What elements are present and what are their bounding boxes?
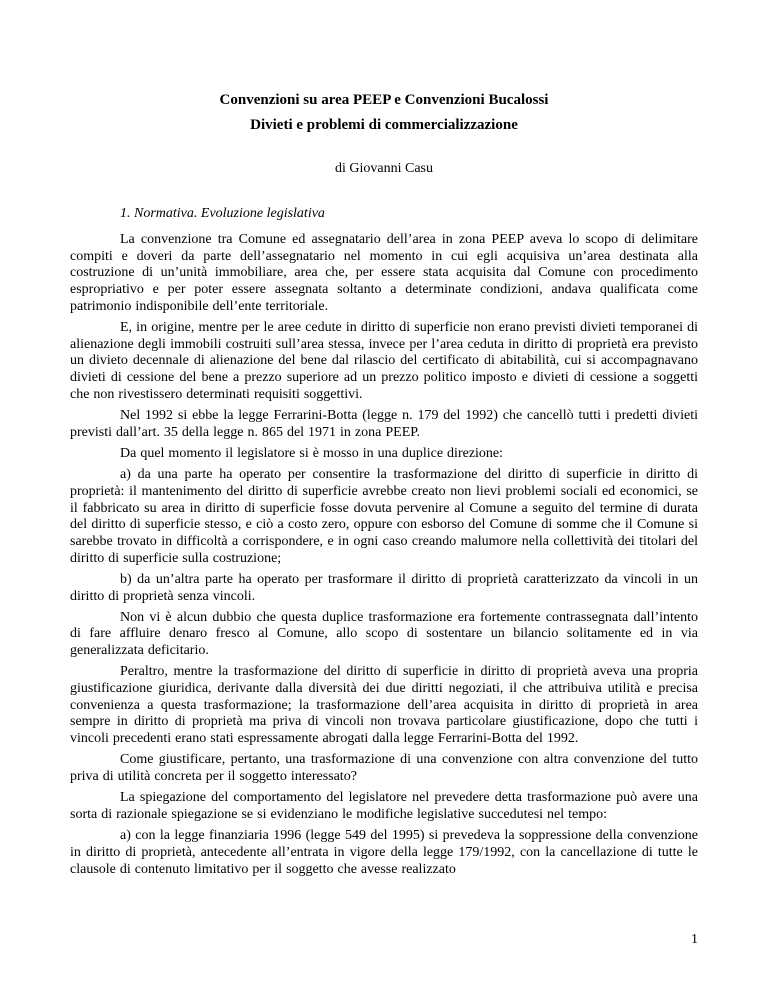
paragraph: La spiegazione del comportamento del legislatore nel prevedere detta trasformazione può avere una sorta di razionale spiegazione se si evidenziano le modifiche legislative succedutesi nel tempo: — [70, 790, 698, 822]
paragraph-container — [70, 232, 698, 878]
author-byline: di Giovanni Casu — [335, 161, 433, 176]
section-heading: 1. Normativa. Evoluzione legislativa — [120, 206, 325, 221]
paragraph: E, in origine, mentre per le aree cedute in diritto di superficie non erano previsti divieti temporanei di alienazione degli immobili costruiti sull’area stessa, invece per l’area ceduta in diritto di proprietà era previsto un divieto decennale di alienazione del bene dal rilascio del certificato di abitabilità, cui si accompagnavano divieti di cessione del bene a prezzo superiore ad un prezzo politico imposto e divieti di cessione a soggetti che non rivestissero determinati requisiti soggettivi. — [70, 320, 698, 402]
paragraph: Nel 1992 si ebbe la legge Ferrarini-Botta (legge n. 179 del 1992) che cancellò tutti i predetti divieti previsti dall’art. 35 della legge n. 865 del 1971 in zona PEEP. — [70, 408, 698, 440]
paragraph: Non vi è alcun dubbio che questa duplice trasformazione era fortemente contrassegnata dall’intento di fare affluire denaro fresco al Comune, allo scopo di sostentare un bilancio solitamente ed in via generalizzata deficitario. — [70, 609, 698, 659]
paragraph: Come giustificare, pertanto, una trasformazione di una convenzione con altra convenzione del tutto priva di utilità concreta per il soggetto interessato? — [70, 752, 698, 785]
paragraph-list-item-a: a) da una parte ha operato per consentire la trasformazione del diritto di superficie in diritto di proprietà: il mantenimento del diritto di superficie avrebbe creato non lievi problemi sociali ed economici, se il fabbricato su area in diritto di superficie fosse dovuta pervenire al Comune a seguito del termine di durata del diritto di superficie stesso, e ciò a costo zero, oppure con esborso del Comune di somme che il Comune si sarebbe trovato in difficoltà a corrispondere, e in ogni caso creando malumore nella collettività dei titolari del diritto di superficie sulla costruzione; — [70, 467, 698, 566]
paragraph-list-item-b: b) da un’altra parte ha operato per trasformare il diritto di proprietà caratterizzato da vincoli in un diritto di proprietà senza vincoli. — [70, 571, 698, 604]
paragraph: Da quel momento il legislatore si è mosso in una duplice direzione: — [120, 445, 504, 461]
paragraph: La convenzione tra Comune ed assegnatario dell’area in zona PEEP aveva lo scopo di delimitare compiti e doveri da parte dell’assegnatario nel momento in cui egli acquisiva un’area destinata alla costruzione di un’unità immobiliare, area che, per essere stata acquisita dal Comune con procedimento espropriativo e per poter essere assegnata soltanto a determinate condizioni, andava qualificata come patrimonio indisponibile dell’ente territoriale. — [70, 232, 698, 314]
document-title-line-1: Convenzioni su area PEEP e Convenzioni Bucalossi — [219, 92, 549, 108]
document-title-line-2: Divieti e problemi di commercializzazione — [250, 117, 518, 133]
title-block — [70, 0, 698, 138]
page-number: 1 — [691, 932, 698, 947]
paragraph-list-item-a2: a) con la legge finanziaria 1996 (legge 549 del 1995) si prevedeva la soppressione della convenzione in diritto di proprietà, antecedente all’entrata in vigore della legge 179/1992, con la cancellazione di tutte le clausole di contenuto limitativo per il soggetto che avesse realizzato — [70, 828, 698, 877]
paragraph: Peraltro, mentre la trasformazione del diritto di superficie in diritto di proprietà aveva una propria giustificazione giuridica, derivante dalla diversità dei due diritti negoziati, il che attribuiva utilità e precisa convenienza a questa trasformazione; la trasformazione dell’area acquisita in diritto di proprietà in area sempre in diritto di proprietà ma priva di vincoli non trovava particolare giustificazione, dopo che tutti i vincoli precedenti erano stati espressamente abrogati dalla legge Ferrarini-Botta del 1992. — [70, 664, 698, 747]
